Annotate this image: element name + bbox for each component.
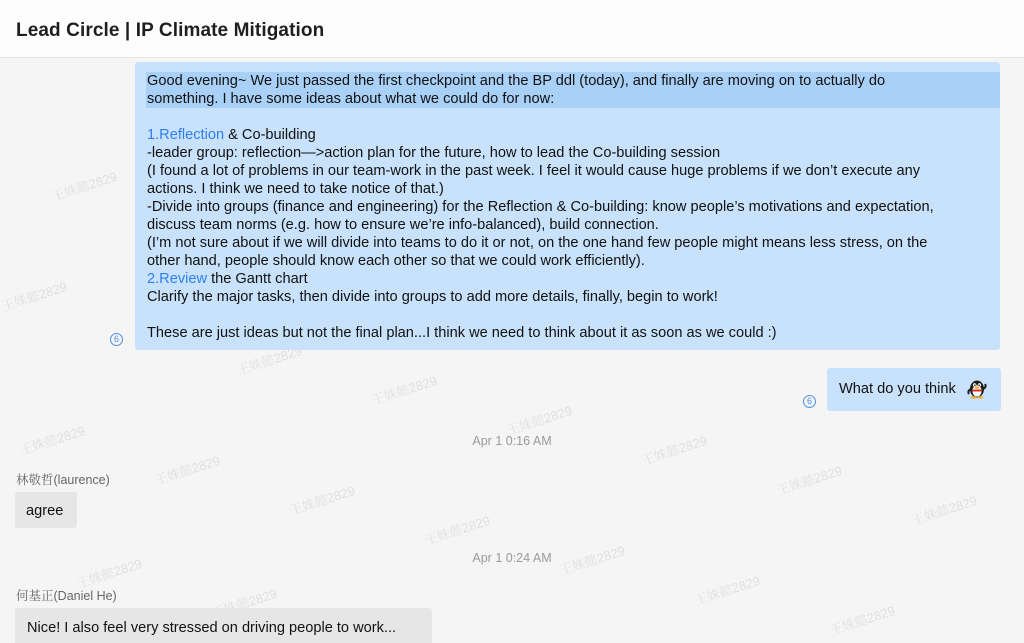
- message-text: Nice! I also feel very stressed on driving people to work...: [27, 620, 397, 636]
- timestamp: Apr 1 0:24 AM: [472, 551, 552, 565]
- watermark: 王姝懿2829: [152, 452, 222, 489]
- watermark: 王姝懿2829: [287, 482, 357, 519]
- message-bubble-incoming[interactable]: [15, 492, 77, 528]
- message-bubble-outgoing[interactable]: [135, 62, 1000, 350]
- blank-line: [147, 306, 988, 324]
- message-line: something. I have some ideas about what we could do for now:: [147, 91, 555, 107]
- penguin-emoji-icon: [966, 377, 988, 399]
- message-line: other hand, people should know each other so that we could work efficiently).: [147, 253, 645, 269]
- chat-title: Lead Circle | IP Climate Mitigation: [16, 20, 325, 41]
- message-line: (I found a lot of problems in our team-work in the past week. I feel it would cause huge problems if we don’t execute any: [147, 163, 921, 179]
- message-text: the Gantt chart: [207, 271, 308, 287]
- selected-text: [146, 72, 1000, 108]
- sender-name[interactable]: 何基正(Daniel He): [16, 589, 117, 603]
- read-count-badge[interactable]: 6: [110, 333, 123, 346]
- message-line: -Divide into groups (finance and engineering) for the Reflection & Co-building: know people’s motivations and expectation,: [147, 199, 934, 215]
- message-text: agree: [26, 503, 64, 519]
- message-line: [147, 270, 988, 288]
- watermark: 王姝懿2829: [827, 602, 897, 639]
- message-bubble-outgoing[interactable]: [827, 368, 1001, 411]
- watermark: 王姝懿2829: [504, 402, 574, 439]
- message-line: Clarify the major tasks, then divide into groups to add more details, finally, begin to work!: [147, 289, 718, 305]
- reflection-link[interactable]: 1.Reflection: [147, 127, 225, 143]
- message-line: -leader group: reflection—>action plan for the future, how to lead the Co-building session: [147, 145, 721, 161]
- watermark: 王姝懿2829: [74, 555, 144, 592]
- blank-line: [147, 108, 988, 126]
- message-line: Good evening~ We just passed the first checkpoint and the BP ddl (today), and finally are moving on to actually do: [147, 73, 886, 89]
- watermark: 王姝懿2829: [17, 422, 87, 459]
- watermark: 王姝懿2829: [369, 372, 439, 409]
- watermark: 王姝懿2829: [49, 168, 119, 205]
- watermark: 王姝懿2829: [774, 462, 844, 499]
- watermark: 王姝懿2829: [909, 492, 979, 529]
- message-text: & Co-building: [224, 127, 316, 143]
- watermark: 王姝懿2829: [557, 542, 627, 579]
- watermark: 王姝懿2829: [209, 585, 279, 622]
- watermark: 王姝懿2829: [639, 432, 709, 469]
- watermark: 王姝懿2829: [422, 512, 492, 549]
- message-line: (I’m not sure about if we will divide into teams to do it or not, on the one hand few people might means less stress, on the: [147, 235, 928, 251]
- read-count-badge[interactable]: 6: [803, 395, 816, 408]
- chat-header: [0, 0, 1024, 58]
- message-line: discuss team norms (e.g. how to ensure we’re info-balanced), build connection.: [147, 217, 659, 233]
- sender-name[interactable]: 林敬哲(laurence): [16, 473, 110, 487]
- watermark: 王姝懿2829: [692, 572, 762, 609]
- timestamp: Apr 1 0:16 AM: [472, 434, 552, 448]
- message-line: These are just ideas but not the final plan...I think we need to think about it as soon as we could :): [147, 325, 777, 341]
- watermark: 王姝懿2829: [0, 278, 69, 315]
- message-bubble-incoming[interactable]: [15, 608, 432, 643]
- review-link[interactable]: 2.Review: [147, 271, 208, 287]
- message-line: [147, 126, 988, 144]
- message-text: What do you think: [839, 381, 956, 397]
- watermark: 王姝懿2829: [234, 342, 304, 379]
- message-line: actions. I think we need to take notice of that.): [147, 181, 444, 197]
